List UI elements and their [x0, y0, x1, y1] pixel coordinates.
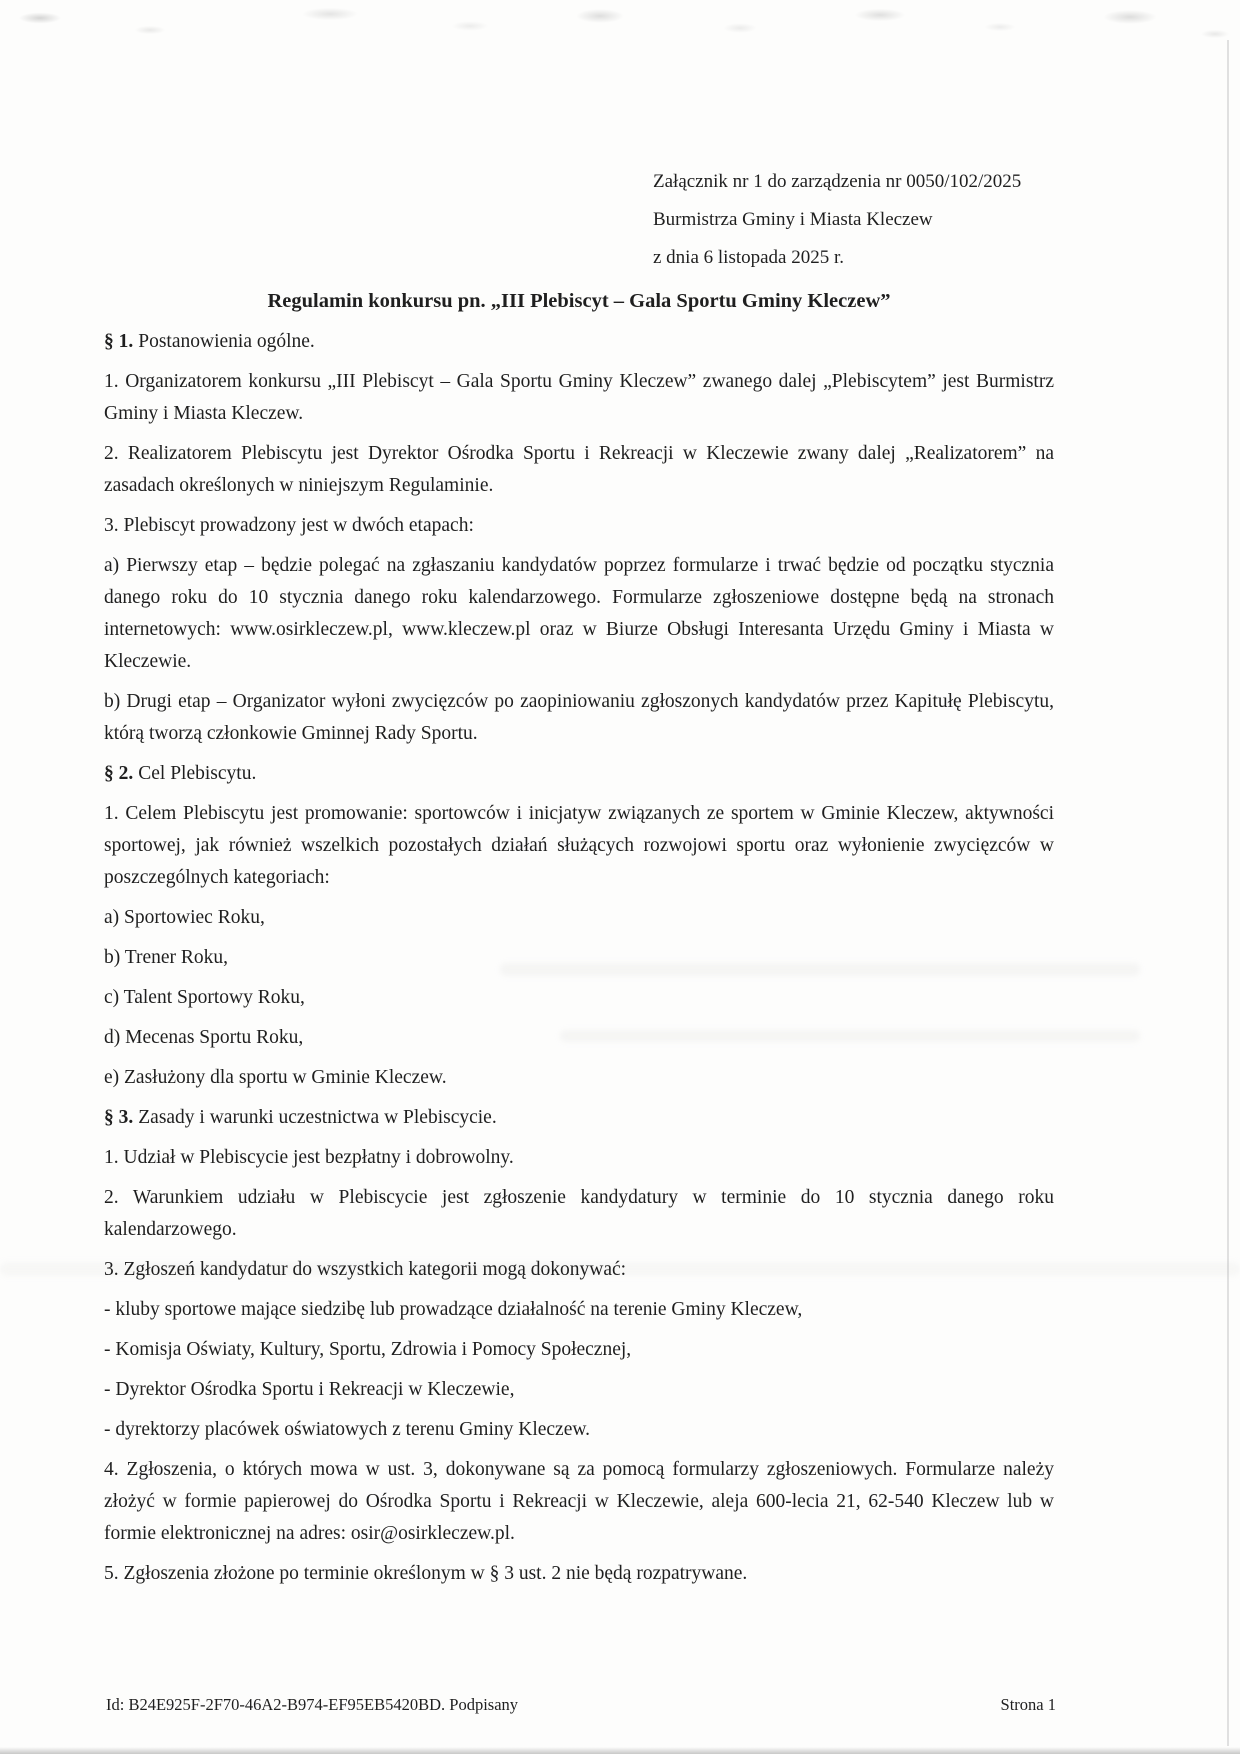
page-number: Strona 1	[1000, 1695, 1056, 1714]
paragraph	[104, 1454, 1054, 1550]
section-heading	[104, 1102, 1054, 1134]
section-heading	[104, 326, 1054, 358]
paragraph-text: 2. Realizatorem Plebiscytu jest Dyrektor Ośrodka Sportu i Rekreacji w Kleczewie zwany dalej „Realizatorem” na zasadach określonych w niniejszym Regulaminie.	[104, 443, 1054, 496]
list-item	[104, 1062, 1054, 1094]
paragraph-text: b) Trener Roku,	[104, 947, 229, 968]
paragraph	[104, 1254, 1054, 1286]
paragraph-text: a) Pierwszy etap – będzie polegać na zgłaszaniu kandydatów poprzez formularze i trwać będzie od początku stycznia danego roku do 10 stycznia danego roku kalendarzowego. Formularze zgłoszeniowe dostępne będą na stronach internetowych: www.osirkleczew.pl, www.kleczew.pl oraz w Biurze Obsługi Interesanta Urzędu Gminy i Miasta w Kleczewie.	[104, 555, 1054, 672]
document-id: Id: B24E925F-2F70-46A2-B974-EF95EB5420BD. Podpisany	[106, 1695, 519, 1714]
paragraph-text: 1. Udział w Plebiscycie jest bezpłatny i dobrowolny.	[104, 1147, 514, 1168]
list-item	[104, 1294, 1054, 1326]
paragraph	[104, 438, 1054, 502]
paragraph	[104, 798, 1054, 894]
list-item	[104, 1334, 1054, 1366]
paragraph-text: Cel Plebiscytu.	[138, 763, 257, 784]
paragraph	[104, 1142, 1054, 1174]
paragraph-text: 3. Plebiscyt prowadzony jest w dwóch etapach:	[104, 515, 474, 536]
section-heading	[104, 758, 1054, 790]
paragraph-text: c) Talent Sportowy Roku,	[104, 987, 305, 1008]
list-item	[104, 1022, 1054, 1054]
paragraph-text: 2. Warunkiem udziału w Plebiscycie jest zgłoszenie kandydatury w terminie do 10 stycznia danego roku kalendarzowego.	[104, 1187, 1054, 1240]
page-footer	[106, 1694, 1056, 1716]
paragraph	[104, 1558, 1054, 1590]
list-item	[104, 942, 1054, 974]
paragraph-text: a) Sportowiec Roku,	[104, 907, 265, 928]
paragraph-text: Postanowienia ogólne.	[138, 331, 315, 352]
attachment-header	[653, 163, 1054, 277]
attachment-header-line: Załącznik nr 1 do zarządzenia nr 0050/102/2025	[653, 171, 1022, 192]
paragraph-text: - Komisja Oświaty, Kultury, Sportu, Zdrowia i Pomocy Społecznej,	[104, 1339, 632, 1360]
paragraph-text: 5. Zgłoszenia złożone po terminie określonym w § 3 ust. 2 nie będą rozpatrywane.	[104, 1563, 748, 1584]
paragraph-text: d) Mecenas Sportu Roku,	[104, 1027, 304, 1048]
scan-noise-artifact	[0, 0, 1240, 64]
scan-bottom-artifact	[0, 1747, 1240, 1754]
attachment-header-line: z dnia 6 listopada 2025 r.	[653, 247, 845, 268]
paragraph	[104, 550, 1054, 678]
paragraph	[104, 1182, 1054, 1246]
paragraph-text: b) Drugi etap – Organizator wyłoni zwycięzców po zaopiniowaniu zgłoszonych kandydatów przez Kapitułę Plebiscytu, którą tworzą członkowie Gminnej Rady Sportu.	[104, 691, 1054, 744]
paragraph-text: 1. Celem Plebiscytu jest promowanie: sportowców i inicjatyw związanych ze sportem w Gminie Kleczew, aktywności sportowej, jak również wszelkich pozostałych działań służących rozwojowi sportu oraz wyłonienie zwycięzców w poszczególnych kategoriach:	[104, 803, 1054, 888]
paragraph-text: - kluby sportowe mające siedzibę lub prowadzące działalność na terenie Gminy Kleczew,	[104, 1299, 803, 1320]
paragraph-text: Zasady i warunki uczestnictwa w Plebiscycie.	[138, 1107, 497, 1128]
list-item	[104, 1374, 1054, 1406]
paragraph	[104, 366, 1054, 430]
paragraph-text: e) Zasłużony dla sportu w Gminie Kleczew.	[104, 1067, 447, 1088]
list-item	[104, 902, 1054, 934]
paragraph-text: 1. Organizatorem konkursu „III Plebiscyt – Gala Sportu Gminy Kleczew” zwanego dalej „Plebiscytem” jest Burmistrz Gminy i Miasta Kleczew.	[104, 371, 1054, 424]
section-number: § 3.	[104, 1107, 134, 1128]
section-number: § 1.	[104, 331, 134, 352]
list-item	[104, 982, 1054, 1014]
scan-edge-artifact	[1227, 40, 1229, 1746]
paragraph-text: 4. Zgłoszenia, o których mowa w ust. 3, dokonywane są za pomocą formularzy zgłoszeniowych. Formularze należy złożyć w formie papierowej do Ośrodka Sportu i Rekreacji w Kleczewie, aleja 600-lecia 21, 62-540 Kleczew lub w formie elektronicznej na adres: osir@osirkleczew.pl.	[104, 1459, 1054, 1544]
paragraph-text: - dyrektorzy placówek oświatowych z terenu Gminy Kleczew.	[104, 1419, 591, 1440]
document-title: Regulamin konkursu pn. „III Plebiscyt – Gala Sportu Gminy Kleczew”	[267, 290, 891, 312]
paragraph-text: 3. Zgłoszeń kandydatur do wszystkich kategorii mogą dokonywać:	[104, 1259, 627, 1280]
paragraph	[104, 510, 1054, 542]
list-item	[104, 1414, 1054, 1446]
document-content	[104, 163, 1054, 1598]
attachment-header-line: Burmistrza Gminy i Miasta Kleczew	[653, 209, 933, 230]
paragraph	[104, 686, 1054, 750]
section-number: § 2.	[104, 763, 134, 784]
paragraph-text: - Dyrektor Ośrodka Sportu i Rekreacji w Kleczewie,	[104, 1379, 515, 1400]
